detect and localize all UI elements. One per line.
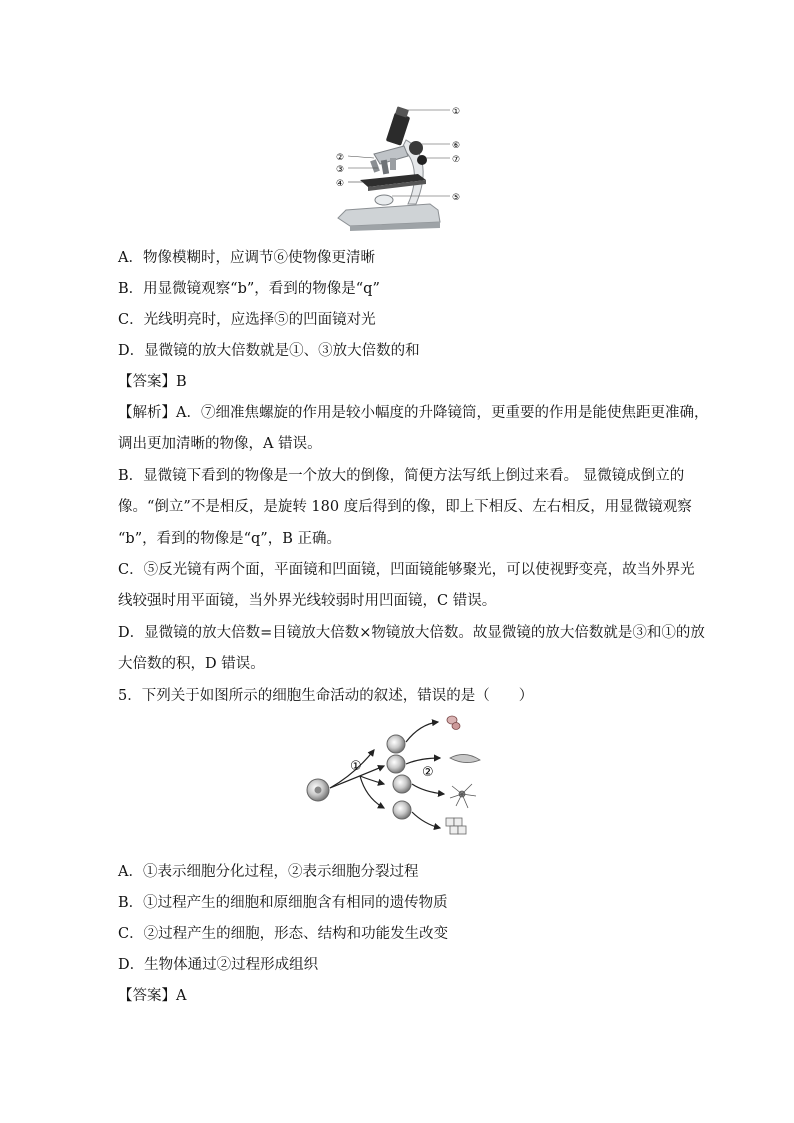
q5-option-c: C．②过程产生的细胞，形态、结构和功能发生改变 — [118, 926, 449, 942]
q5-option-d: D．生物体通过②过程形成组织 — [118, 957, 319, 973]
q4-analysis-line: 调出更加清晰的物像，A 错误。 — [118, 436, 322, 452]
coarse-focus-knob — [409, 141, 423, 155]
q5-option-b: B．①过程产生的细胞和原细胞含有相同的遗传物质 — [118, 895, 448, 911]
nerve-cell — [450, 784, 476, 808]
q4-analysis-line: 像。“倒立”不是相反，是旋转 180 度后得到的像，即上下相反、左右相反，用显微镜观察 — [118, 499, 692, 515]
q4-option-d: D．显微镜的放大倍数就是①、③放大倍数的和 — [118, 343, 420, 359]
q4-option-a: A．物像模糊时，应调节⑥使物像更清晰 — [118, 250, 375, 266]
label-3: ③ — [336, 165, 345, 175]
daughter-cell — [387, 755, 405, 773]
microscope-figure — [330, 100, 470, 232]
q4-analysis-line: 线较强时用平面镜，当外界光线较弱时用凹面镜，C 错误。 — [118, 593, 497, 609]
q4-analysis-line: C．⑤反光镜有两个面，平面镜和凹面镜，凹面镜能够聚光，可以使视野变亮，故当外界光 — [118, 562, 695, 578]
label-5: ⑤ — [452, 193, 461, 203]
process-label-2: ② — [422, 765, 434, 780]
label-7: ⑦ — [452, 155, 461, 165]
q5-option-a: A．①表示细胞分化过程，②表示细胞分裂过程 — [118, 864, 419, 880]
daughter-cell — [387, 735, 405, 753]
label-2: ② — [336, 153, 345, 163]
daughter-cell — [393, 801, 411, 819]
red-blood-cells — [447, 716, 460, 730]
label-1: ① — [452, 107, 461, 117]
q4-option-c: C．光线明亮时，应选择⑤的凹面镜对光 — [118, 312, 376, 328]
label-4: ④ — [336, 179, 345, 189]
q4-analysis-line: “b”，看到的物像是“q”，B 正确。 — [118, 531, 341, 547]
q5-answer: 【答案】A — [118, 988, 187, 1004]
q4-analysis-line: 大倍数的积，D 错误。 — [118, 656, 265, 672]
fine-focus-knob — [417, 155, 427, 165]
cell-process-figure — [300, 714, 490, 838]
q4-answer: 【答案】B — [118, 374, 187, 390]
q4-analysis-line: D．显微镜的放大倍数=目镜放大倍数×物镜放大倍数。故显微镜的放大倍数就是③和①的放 — [118, 625, 705, 641]
muscle-cell — [450, 754, 480, 762]
daughter-cell — [393, 775, 411, 793]
q5-stem: 5．下列关于如图所示的细胞生命活动的叙述，错误的是（ ） — [118, 688, 534, 704]
tissue-cells — [446, 818, 466, 834]
q4-analysis-line: 【解析】A．⑦细准焦螺旋的作用是较小幅度的升降镜筒，更重要的作用是能使焦距更准确， — [118, 405, 709, 421]
label-6: ⑥ — [452, 141, 461, 151]
q4-option-b: B．用显微镜观察“b”，看到的物像是“q” — [118, 281, 380, 297]
q4-analysis-line: B．显微镜下看到的物像是一个放大的倒像，简便方法写纸上倒过来看。 显微镜成倒立的 — [118, 468, 685, 484]
process-label-1: ① — [350, 759, 362, 774]
mirror — [375, 195, 393, 205]
